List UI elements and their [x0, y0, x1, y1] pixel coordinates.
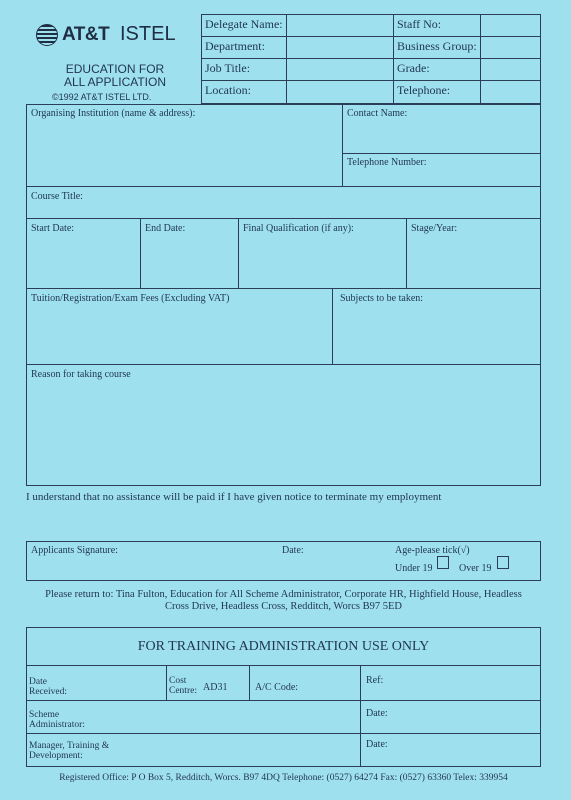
manager-date-field[interactable]: [395, 736, 539, 765]
ref-field[interactable]: [390, 668, 539, 698]
date-received-label-line1: Date: [29, 677, 47, 687]
final-qualification-field[interactable]: [240, 235, 404, 287]
course-title-label: Course Title:: [31, 191, 83, 202]
manager-date-label: Date:: [366, 739, 388, 750]
termination-notice: I understand that no assistance will be paid if I have given notice to terminate my employment: [26, 491, 442, 503]
reason-label: Reason for taking course: [31, 369, 131, 380]
department-label: Department:: [205, 39, 265, 53]
tuition-fees-field[interactable]: [28, 305, 330, 363]
location-field[interactable]: [288, 82, 392, 102]
location-label: Location:: [205, 83, 251, 97]
logo-brand-regular: ISTEL: [120, 23, 176, 45]
manager-label-line1: Manager, Training &: [29, 741, 110, 751]
under19-label: Under 19: [395, 563, 433, 574]
cost-centre-label-line2: Centre:: [169, 686, 197, 696]
scheme-admin-date-label: Date:: [366, 708, 388, 719]
date-received-label-line2: Received:: [29, 687, 67, 697]
grade-field[interactable]: [482, 60, 539, 79]
admin-title: FOR TRAINING ADMINISTRATION USE ONLY: [137, 639, 430, 654]
job-title-label: Job Title:: [205, 61, 251, 75]
scheme-admin-label-line1: Scheme: [29, 710, 60, 720]
age-prompt-label: Age-please tick(√): [395, 545, 470, 556]
cost-centre-value: AD31: [203, 682, 228, 693]
subjects-field[interactable]: [334, 305, 539, 363]
scheme-admin-label-line2: Administrator:: [29, 720, 85, 730]
ac-code-label: A/C Code:: [255, 682, 299, 693]
copyright-text: ©1992 AT&T ISTEL LTD.: [52, 92, 152, 102]
under19-checkbox[interactable]: [437, 556, 449, 569]
scheme-admin-date-field[interactable]: [395, 703, 539, 732]
globe-icon: [36, 24, 58, 46]
contact-name-field[interactable]: [344, 120, 539, 151]
end-date-field[interactable]: [142, 235, 236, 287]
reason-field[interactable]: [28, 381, 539, 484]
final-qualification-label: Final Qualification (if any):: [243, 223, 354, 234]
telephone-number-field[interactable]: [344, 169, 539, 185]
form-title: [30, 63, 200, 89]
form-title-line1: EDUCATION FOR: [65, 62, 165, 76]
return-instructions: [26, 589, 541, 613]
contact-name-label: Contact Name:: [347, 108, 408, 119]
telephone-label: Telephone:: [397, 83, 451, 97]
ref-label: Ref:: [366, 675, 384, 686]
department-field[interactable]: [288, 38, 392, 57]
cost-centre-label: [169, 676, 197, 696]
cost-centre-label-line1: Cost: [169, 676, 187, 686]
over19-label: Over 19: [459, 563, 492, 574]
job-title-field[interactable]: [288, 60, 392, 79]
telephone-field[interactable]: [482, 82, 539, 102]
business-group-label: Business Group:: [397, 39, 477, 53]
delegate-name-label: Delegate Name:: [205, 17, 283, 31]
scheme-admin-label: [29, 710, 85, 730]
date-received-label: [29, 677, 67, 697]
ac-code-field[interactable]: [300, 668, 358, 698]
manager-label: [29, 741, 109, 761]
business-group-field[interactable]: [482, 38, 539, 57]
scheme-admin-field[interactable]: [100, 703, 358, 732]
return-line1: Please return to: Tina Fulton, Education for All Scheme Administrator, Corporate HR, Highfield House, Headless: [45, 589, 522, 600]
subjects-label: Subjects to be taken:: [340, 293, 424, 304]
telephone-number-label: Telephone Number:: [347, 157, 427, 168]
logo-brand-bold: AT&T: [62, 24, 110, 45]
stage-year-field[interactable]: [408, 235, 539, 287]
applicant-signature-label: Applicants Signature:: [31, 545, 118, 556]
signature-date-field[interactable]: [282, 557, 382, 579]
organising-institution-field[interactable]: [28, 120, 340, 184]
applicant-signature-field[interactable]: [28, 557, 278, 579]
staff-no-label: Staff No:: [397, 17, 442, 31]
start-date-label: Start Date:: [31, 223, 75, 234]
end-date-label: End Date:: [145, 223, 186, 234]
return-line2: Cross Drive, Headless Cross, Redditch, Worcs B97 5ED: [165, 601, 402, 612]
stage-year-label: Stage/Year:: [411, 223, 458, 234]
staff-no-field[interactable]: [482, 16, 539, 35]
delegate-name-field[interactable]: [288, 16, 392, 35]
grade-label: Grade:: [397, 61, 430, 75]
manager-label-line2: Development:: [29, 751, 83, 761]
date-received-field[interactable]: [90, 668, 164, 698]
manager-field[interactable]: [120, 736, 358, 765]
tuition-fees-label: Tuition/Registration/Exam Fees (Excluding VAT): [31, 293, 230, 304]
signature-date-label: Date:: [282, 545, 304, 556]
course-title-field[interactable]: [100, 188, 539, 217]
start-date-field[interactable]: [28, 235, 138, 287]
organising-institution-label: Organising Institution (name & address):: [31, 108, 196, 119]
form-title-line2: ALL APPLICATION: [63, 75, 167, 89]
over19-checkbox[interactable]: [497, 556, 509, 569]
registered-office-footer: Registered Office: P O Box 5, Redditch, Worcs. B97 4DQ Telephone: (0527) 64274 Fax: (0527) 63360 Telex: 339954: [59, 773, 508, 783]
